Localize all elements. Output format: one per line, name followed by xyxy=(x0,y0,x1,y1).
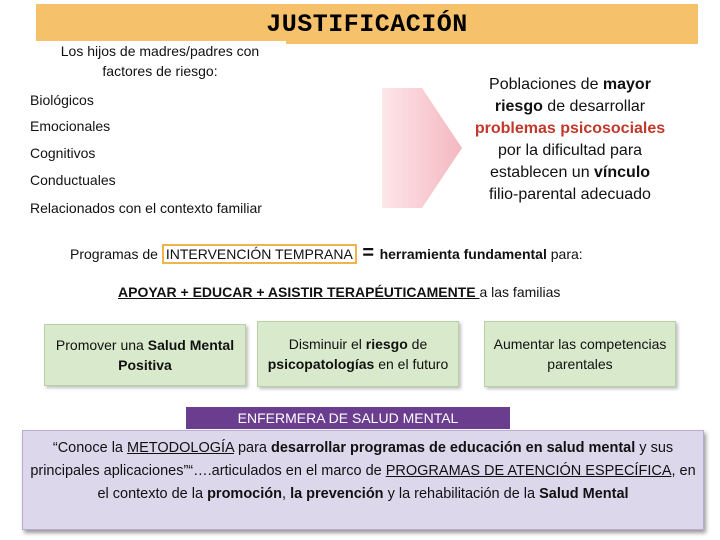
goal-box-reduce-risk: Disminuir el riesgo de psicopatologías en el futuro xyxy=(257,321,459,387)
goal-box-mental-health: Promover una Salud Mental Positiva xyxy=(44,324,246,386)
right-arrow-icon xyxy=(382,88,462,208)
risk-factor-item: Biológicos xyxy=(30,92,94,108)
risk-factor-item: Emocionales xyxy=(30,118,111,134)
nurse-banner: ENFERMERA DE SALUD MENTAL xyxy=(186,407,510,429)
risk-factor-item: Cognitivos xyxy=(30,145,96,161)
risk-factor-item: Relacionados con el contexto familiar xyxy=(30,200,262,216)
population-description: Poblaciones de mayor riesgo de desarrollar problemas psicosociales por la dificultad para establecen un vínculo filio-parental adecuado xyxy=(474,76,666,203)
goal-box-parental-skills: Aumentar las competencias parentales xyxy=(484,321,676,387)
programs-line: Programas de INTERVENCIÓN TEMPRANA = herramienta fundamental para: xyxy=(70,242,583,264)
quote-box: “Conoce la METODOLOGÍA para desarrollar programas de educación en salud mental y sus principales aplicaciones”“….articulados en el marco de PROGRAMAS DE ATENCIÓN ESPECÍFICA, en el contexto de la promoción, la prevención y la rehabilitación de la Salud Mental xyxy=(22,430,704,530)
intro-text: Los hijos de madres/padres con factores de riesgo: xyxy=(34,41,286,85)
title-bar xyxy=(36,4,698,44)
support-line: APOYAR + EDUCAR + ASISTIR TERAPÉUTICAMENTE a las familias xyxy=(118,284,561,300)
risk-factor-item: Conductuales xyxy=(30,172,116,188)
early-intervention-highlight: INTERVENCIÓN TEMPRANA xyxy=(162,244,357,264)
page-title: JUSTIFICACIÓN xyxy=(266,9,468,39)
